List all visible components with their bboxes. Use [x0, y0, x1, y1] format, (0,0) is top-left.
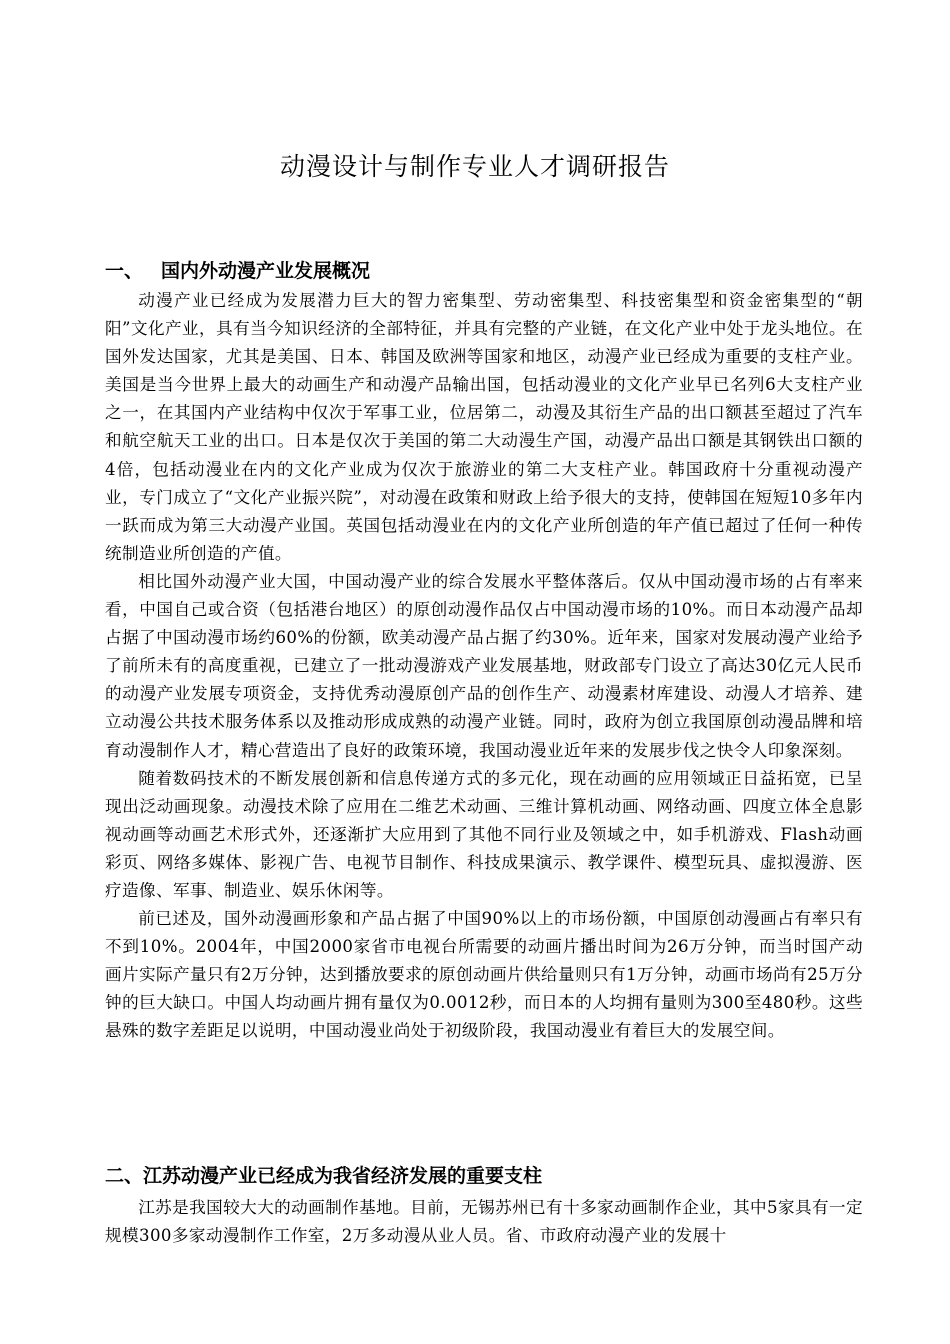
paragraph: 前已述及，国外动漫画形象和产品占据了中国90%以上的市场份额，中国原创动漫画占有率只有不到10%。2004年，中国2000家省市电视台所需要的动画片播出时间为26万分钟，而当时国产动画片实际产量只有2万分钟，达到播放要求的原创动画片供给量则只有1万分钟，动画市场尚有25万分钟的巨大缺口。中国人均动画片拥有量仅为0.0012秒，而日本的人均拥有量则为300至480秒。这些悬殊的数字差距足以说明，中国动漫业尚处于初级阶段，我国动漫业有着巨大的发展空间。: [105, 909, 863, 1041]
paragraph: 动漫产业已经成为发展潜力巨大的智力密集型、劳动密集型、科技密集型和资金密集型的“朝阳”文化产业，具有当今知识经济的全部特征，并具有完整的产业链，在文化产业中处于龙头地位。在国外发达国家，尤其是美国、日本、韩国及欧洲等国家和地区，动漫产业已经成为重要的支柱产业。美国是当今世界上最大的动画生产和动漫产品输出国，包括动漫业的文化产业早已名列6大支柱产业之一，在其国内产业结构中仅次于军事工业，位居第二，动漫及其衍生产品的出口额甚至超过了汽车和航空航天工业的出口。日本是仅次于美国的第二大动漫生产国，动漫产品出口额是其钢铁出口额的4倍，包括动漫业在内的文化产业成为仅次于旅游业的第二大支柱产业。韩国政府十分重视动漫产业，专门成立了“文化产业振兴院”，对动漫在政策和财政上给予很大的支持，使韩国在短短10多年内一跃而成为第三大动漫产业国。英国包括动漫业在内的文化产业所创造的年产值已超过了任何一种传统制造业所创造的产值。: [105, 291, 863, 563]
section-body-1: [105, 287, 863, 1046]
section-body-2: [105, 1194, 863, 1250]
section-title: 国内外动漫产业发展概况: [161, 260, 371, 282]
section-heading-2: [105, 1163, 865, 1189]
section-number: 一、: [105, 260, 144, 282]
paragraph: 相比国外动漫产业大国，中国动漫产业的综合发展水平整体落后。仅从中国动漫市场的占有率来看，中国自己或合资（包括港台地区）的原创动漫作品仅占中国动漫市场的10%。而日本动漫产品却占据了中国动漫市场约60%的份额，欧美动漫产品占据了约30%。近年来，国家对发展动漫产业给予了前所未有的高度重视，已建立了一批动漫游戏产业发展基地，财政部专门设立了高达30亿元人民币的动漫产业发展专项资金，支持优秀动漫原创产品的创作生产、动漫素材库建设、动漫人才培养、建立动漫公共技术服务体系以及推动形成成熟的动漫产业链。同时，政府为创立我国原创动漫品牌和培育动漫制作人才，精心营造出了良好的政策环境，我国动漫业近年来的发展步伐之快令人印象深刻。: [105, 571, 863, 760]
paragraph: 江苏是我国较大大的动画制作基地。目前，无锡苏州已有十多家动画制作企业，其中5家具有一定规模300多家动漫制作工作室，2万多动漫从业人员。省、市政府动漫产业的发展十: [105, 1198, 863, 1246]
section-number: 二、: [105, 1165, 144, 1187]
paragraph: 随着数码技术的不断发展创新和信息传递方式的多元化，现在动画的应用领域正日益拓宽，已呈现出泛动画现象。动漫技术除了应用在二维艺术动画、三维计算机动画、网络动画、四度立体全息影视动画等动画艺术形式外，还逐渐扩大应用到了其他不同行业及领域之中，如手机游戏、Flash动画彩页、网络多媒体、影视广告、电视节目制作、科技成果演示、教学课件、模型玩具、虚拟漫游、医疗造像、军事、制造业、娱乐休闲等。: [105, 768, 863, 900]
document-title: 动漫设计与制作专业人才调研报告: [279, 152, 670, 181]
section-heading-1: [105, 258, 865, 284]
section-title: 江苏动漫产业已经成为我省经济发展的重要支柱: [143, 1165, 543, 1187]
